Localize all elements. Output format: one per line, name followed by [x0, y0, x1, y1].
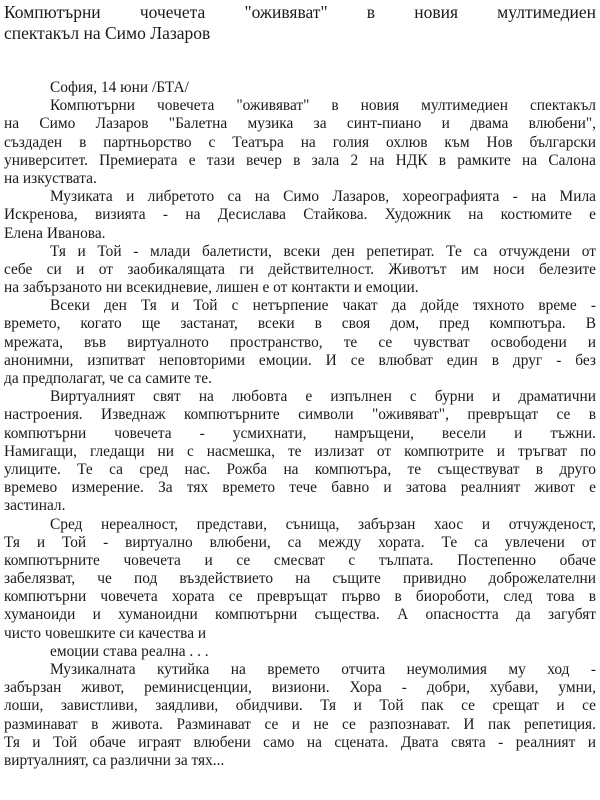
paragraph: [4, 516, 596, 643]
text-line: времево измерение. За тях времето тече бавно и затова реалният живот е: [4, 479, 596, 497]
article-body: [4, 79, 596, 770]
text-line: Тя и Той обаче играят влюбени само на сцената. Двата свята - реалният и: [4, 733, 596, 751]
paragraph: [4, 297, 596, 388]
text-line: застинал.: [4, 497, 66, 515]
text-line: лоши, завистливи, заядливи, обидчиви. Тя и Той пак се срещат и се: [4, 697, 596, 715]
text-line: мрежата, във виртуалното пространство, те се чувстват освободени и: [4, 333, 596, 351]
text-line: себе си и от заобикалящата ги действителност. Животът им носи белезите: [4, 260, 596, 278]
article-title: [4, 2, 596, 44]
text-line: чисто човешките си качества и: [4, 624, 207, 642]
paragraph: [4, 188, 596, 243]
text-line: Намигащи, гледащи ни с насмешка, те излизат от компютрите и тръгват по: [4, 442, 596, 460]
title-line: Компютърни чочечета "оживяват" в новия мултимедиен: [4, 2, 596, 22]
text-line: Искренова, визията - на Десислава Стайкова. Художник на костюмите е: [4, 206, 596, 224]
text-line: забелязват, че под въздействието на същите привидно доброжелателни: [4, 570, 596, 588]
text-line: настроения. Изведнаж компютърните символи "оживяват", превръщат се в: [4, 406, 596, 424]
text-line: Музиката и либретото са на Симо Лазаров, хореографията - на Мила: [50, 188, 596, 206]
text-line: хуманоиди и хуманоидни компютърни същества. А опасността да загубят: [4, 606, 596, 624]
text-line: на изкуствата.: [4, 169, 97, 187]
text-line: анонимни, изпитват неповторими емоции. И се влюбват един в друг - без: [4, 351, 596, 369]
text-line: Сред нереалност, представи, сънища, забързан хаос и отчужденост,: [50, 515, 596, 533]
text-line: разминават в живота. Разминават се и не се разпознават. И пак репетиция.: [4, 715, 596, 733]
paragraph: [4, 388, 596, 515]
text-line: Всеки ден Тя и Той с нетърпение чакат да дойде тяхното време -: [50, 297, 596, 315]
text-line: Тя и Той - виртуално влюбени, са между хората. Те са увлечени от: [4, 533, 596, 551]
text-line: на Симо Лазаров "Балетна музика за синт-пиано и двама влюбени",: [4, 115, 596, 133]
text-line: създаден в партньорство с Театъра на голия охлюв към Нов български: [4, 133, 596, 151]
dateline: София, 14 юни /БТА/: [50, 79, 189, 96]
text-line: компютърните човечета и се смесват с тълпата. Постепенно обаче: [4, 551, 596, 569]
paragraph: [4, 661, 596, 770]
text-line: компютърни човечета хората се превръщат първо в биороботи, след това в: [4, 588, 596, 606]
text-line: Елена Иванова.: [4, 224, 106, 242]
text-line: улиците. Те са сред нас. Рожба на компютъра, те съществуват в друго: [4, 460, 596, 478]
text-line: виртуалният, са различни за тях...: [4, 751, 225, 769]
paragraph: [4, 97, 596, 188]
text-line: да предполагат, че са самите те.: [4, 370, 212, 387]
text-line: Компютърни човечета "оживяват" в новия мултимедиен спектакъл: [50, 97, 596, 115]
title-line: спектакъл на Симо Лазаров: [4, 23, 211, 43]
text-line: Тя и Той - млади балетисти, всеки ден репетират. Те са отчуждени от: [50, 242, 596, 260]
paragraph: [4, 243, 596, 298]
text-line: времето, когато ще застанат, всеки в своя дом, пред компютъра. В: [4, 315, 596, 333]
text-line: университет. Премиерата е тази вечер в зала 2 на НДК в рамките на Салона: [4, 151, 596, 169]
text-line: на забързаното ни всекидневие, лишен е от контакти и емоции.: [4, 279, 419, 297]
text-line: забързан живот, реминисценции, визиони. Хора - добри, хубави, умни,: [4, 679, 596, 697]
text-line: компютърни човечета - усмихнати, намръщени, весели и тъжни.: [4, 424, 596, 442]
text-line: Музикалната кутийка на времето отчита неумолимия му ход -: [50, 661, 596, 678]
text-line: Виртуалният свят на любовта е изпълнен с бурни и драматични: [50, 388, 596, 406]
paragraph: [4, 643, 596, 661]
text-line: емоции става реална . . .: [50, 642, 209, 660]
document-page: [4, 0, 596, 769]
